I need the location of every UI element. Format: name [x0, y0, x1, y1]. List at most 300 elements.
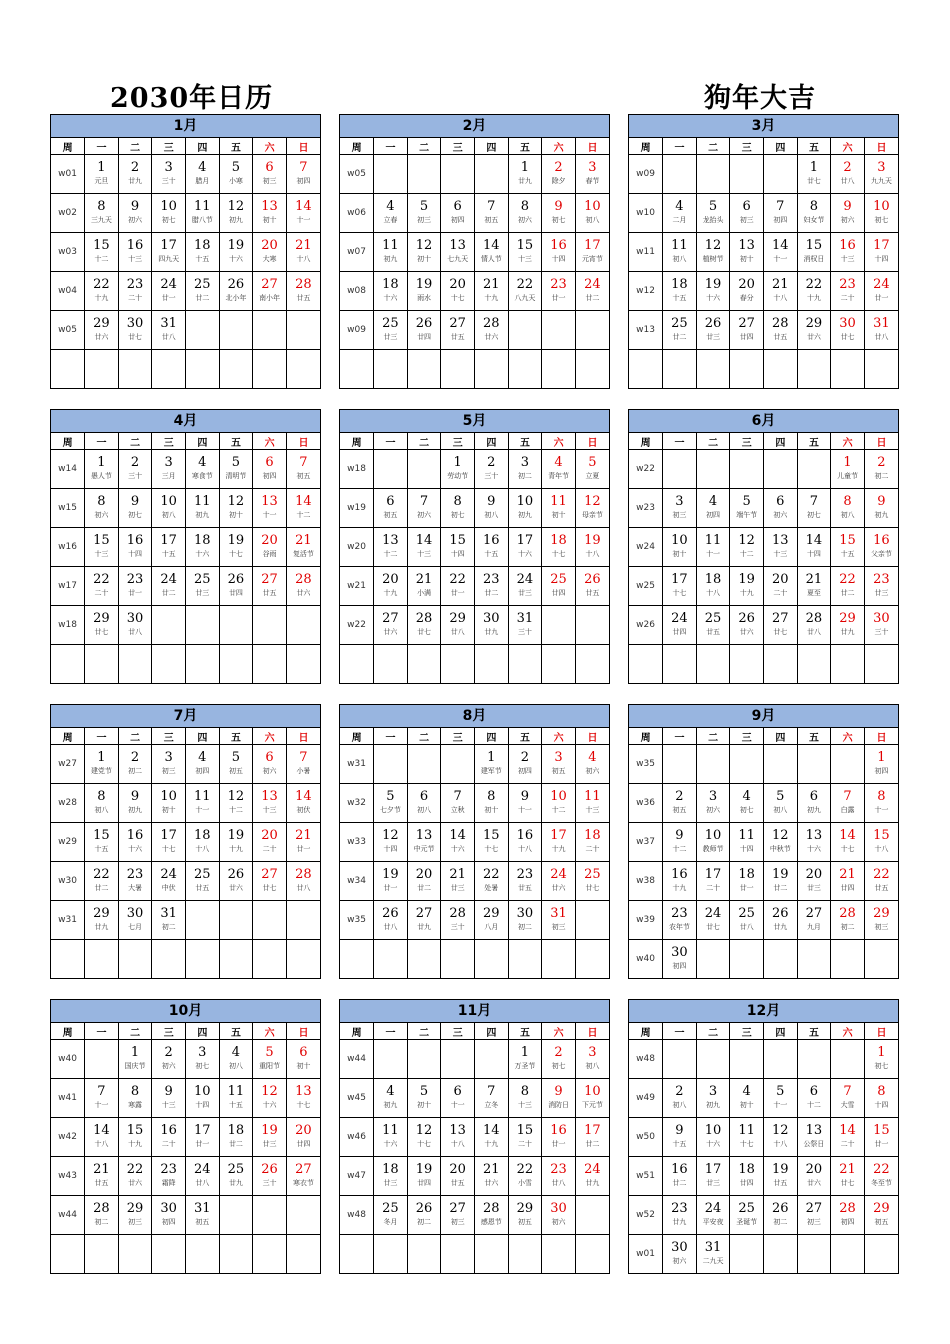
- lunar-label: 三月: [161, 472, 176, 480]
- day-cell: [85, 450, 119, 489]
- day-cell: [407, 1157, 441, 1196]
- day-cell: [253, 1157, 287, 1196]
- day-number: 12: [772, 828, 789, 843]
- day-number: 21: [805, 572, 823, 587]
- day-number: 6: [386, 494, 395, 509]
- day-cell: [286, 155, 320, 194]
- week-number: w52: [629, 1196, 663, 1235]
- lunar-label: 初八: [417, 806, 432, 814]
- week-row: [51, 1040, 320, 1079]
- lunar-label: 廿三: [383, 1179, 398, 1187]
- lunar-label: 初四: [450, 216, 465, 224]
- day-cell: [831, 155, 865, 194]
- weekday-header: 日: [286, 728, 320, 745]
- month-calendar: [50, 999, 321, 1274]
- week-number: w01: [51, 155, 85, 194]
- day-cell: [475, 272, 509, 311]
- month-table: [51, 728, 320, 978]
- day-number: 14: [295, 199, 312, 214]
- day-number: 25: [550, 572, 567, 587]
- day-number: 7: [419, 494, 429, 509]
- week-number: w17: [51, 567, 85, 606]
- lunar-label: 廿三: [874, 589, 889, 597]
- day-cell: [797, 567, 831, 606]
- day-number: 31: [160, 906, 177, 921]
- week-row: [51, 1118, 320, 1157]
- empty-cell: [186, 901, 220, 940]
- day-cell: [219, 784, 253, 823]
- day-number: 27: [805, 1201, 823, 1216]
- day-number: 3: [164, 455, 173, 470]
- day-cell: [542, 528, 576, 567]
- day-cell: [730, 901, 764, 940]
- day-cell: [542, 1196, 576, 1235]
- empty-cell: [575, 1196, 609, 1235]
- day-number: 1: [97, 455, 106, 470]
- day-number: 18: [584, 828, 601, 843]
- day-cell: [475, 567, 509, 606]
- week-number: w09: [629, 155, 663, 194]
- week-row: [51, 350, 320, 389]
- lunar-label: 十五: [672, 294, 687, 302]
- lunar-label: 廿三: [383, 333, 398, 341]
- week-number: w39: [629, 901, 663, 940]
- week-number: w30: [51, 862, 85, 901]
- weekday-header: 五: [797, 728, 831, 745]
- week-number: w35: [629, 745, 663, 784]
- week-row: [340, 1196, 609, 1235]
- empty-cell: [764, 1235, 798, 1274]
- day-cell: [764, 901, 798, 940]
- weekday-header: 日: [575, 138, 609, 155]
- day-cell: [730, 606, 764, 645]
- day-cell: [286, 450, 320, 489]
- week-row: [51, 606, 320, 645]
- day-cell: [152, 272, 186, 311]
- day-number: 18: [738, 1162, 755, 1177]
- day-number: 19: [227, 238, 245, 253]
- week-number: [51, 645, 85, 684]
- day-cell: [186, 1040, 220, 1079]
- day-cell: [253, 567, 287, 606]
- lunar-label: 处暑: [484, 884, 499, 892]
- lunar-label: 廿八: [874, 333, 889, 341]
- day-number: 30: [483, 611, 500, 626]
- empty-cell: [575, 311, 609, 350]
- day-number: 19: [261, 1123, 278, 1138]
- day-cell: [542, 489, 576, 528]
- lunar-label: 小雪: [517, 1179, 532, 1187]
- lunar-label: 儿童节: [837, 472, 859, 480]
- lunar-label: 寒食节: [191, 472, 213, 480]
- day-cell: [253, 1040, 287, 1079]
- day-number: 11: [194, 494, 211, 509]
- day-cell: [575, 1157, 609, 1196]
- empty-cell: [374, 940, 408, 979]
- lunar-label: 十五: [484, 550, 499, 558]
- lunar-label: 小满: [417, 589, 432, 597]
- day-cell: [253, 528, 287, 567]
- weekday-header: 二: [696, 728, 730, 745]
- lunar-label: 廿六: [228, 884, 243, 892]
- day-number: 10: [160, 789, 177, 804]
- lunar-label: 廿六: [551, 884, 566, 892]
- day-number: 29: [93, 906, 110, 921]
- day-cell: [831, 1157, 865, 1196]
- day-number: 20: [261, 533, 278, 548]
- day-cell: [186, 1157, 220, 1196]
- week-row: [51, 823, 320, 862]
- lunar-label: 廿一: [296, 845, 311, 853]
- lunar-label: 十四: [551, 255, 566, 263]
- day-cell: [864, 450, 898, 489]
- day-cell: [831, 311, 865, 350]
- weekday-header: 一: [85, 138, 119, 155]
- lunar-label: 廿九: [417, 923, 432, 931]
- lunar-label: 十六: [806, 845, 821, 853]
- day-number: 22: [873, 1162, 890, 1177]
- lunar-label: 大雪: [840, 1101, 855, 1109]
- day-cell: [219, 1079, 253, 1118]
- lunar-label: 廿二: [195, 294, 210, 302]
- day-number: 9: [554, 199, 563, 214]
- day-cell: [374, 784, 408, 823]
- day-cell: [542, 1118, 576, 1157]
- weekday-header: 三: [152, 433, 186, 450]
- day-number: 20: [449, 277, 466, 292]
- week-number: [51, 940, 85, 979]
- week-number: [629, 645, 663, 684]
- day-number: 20: [382, 572, 399, 587]
- lunar-label: 初七: [450, 511, 465, 519]
- day-cell: [508, 450, 542, 489]
- day-cell: [253, 155, 287, 194]
- day-number: 22: [516, 277, 534, 292]
- day-cell: [575, 1040, 609, 1079]
- weekday-header: 六: [253, 138, 287, 155]
- day-cell: [441, 606, 475, 645]
- day-cell: [253, 862, 287, 901]
- lunar-label: 廿八: [551, 1179, 566, 1187]
- lunar-label: 初八: [585, 216, 600, 224]
- day-number: 21: [839, 867, 856, 882]
- day-cell: [407, 901, 441, 940]
- day-number: 4: [198, 160, 207, 175]
- lunar-label: 初六: [161, 1062, 176, 1070]
- day-number: 24: [550, 867, 567, 882]
- week-row: [629, 311, 898, 350]
- empty-cell: [575, 350, 609, 389]
- month-title: 5月: [340, 410, 609, 433]
- day-number: 1: [487, 750, 496, 765]
- lunar-label: 初二: [773, 1218, 788, 1226]
- empty-cell: [253, 350, 287, 389]
- lunar-label: 廿五: [262, 589, 277, 597]
- weekday-header: 三: [441, 433, 475, 450]
- day-number: 2: [130, 455, 140, 470]
- day-cell: [152, 1040, 186, 1079]
- day-number: 14: [839, 828, 856, 843]
- day-cell: [186, 450, 220, 489]
- week-row: [51, 1157, 320, 1196]
- day-cell: [286, 862, 320, 901]
- day-number: 17: [704, 1162, 722, 1177]
- empty-cell: [219, 901, 253, 940]
- day-cell: [864, 862, 898, 901]
- day-cell: [542, 1079, 576, 1118]
- empty-cell: [186, 940, 220, 979]
- day-number: 30: [160, 1201, 177, 1216]
- day-number: 28: [839, 1201, 856, 1216]
- day-cell: [575, 862, 609, 901]
- lunar-label: 夏至: [806, 589, 821, 597]
- weekday-header: 五: [508, 433, 542, 450]
- day-number: 28: [772, 316, 789, 331]
- lunar-label: 初十: [672, 550, 687, 558]
- day-cell: [475, 489, 509, 528]
- lunar-label: 十六: [228, 255, 243, 263]
- lunar-label: 初四: [296, 177, 311, 185]
- empty-cell: [118, 645, 152, 684]
- day-cell: [575, 489, 609, 528]
- week-row: [51, 901, 320, 940]
- week-row: [629, 272, 898, 311]
- lunar-label: 初九: [706, 1101, 721, 1109]
- day-number: 30: [671, 945, 688, 960]
- day-number: 8: [520, 1084, 530, 1099]
- lunar-label: 十七: [739, 1140, 754, 1148]
- day-cell: [797, 194, 831, 233]
- empty-cell: [764, 745, 798, 784]
- lunar-label: 廿三: [517, 589, 532, 597]
- day-number: 1: [130, 1045, 140, 1060]
- day-number: 16: [671, 1162, 688, 1177]
- day-cell: [219, 233, 253, 272]
- lunar-label: 除夕: [551, 177, 566, 185]
- day-number: 18: [550, 533, 567, 548]
- weekday-header: 周: [629, 433, 663, 450]
- month-calendar: [339, 704, 610, 979]
- empty-cell: [730, 940, 764, 979]
- day-cell: [663, 1235, 697, 1274]
- day-cell: [374, 489, 408, 528]
- lunar-label: 十五: [840, 550, 855, 558]
- day-number: 24: [584, 1162, 601, 1177]
- day-number: 11: [704, 533, 722, 548]
- week-row: [51, 311, 320, 350]
- day-cell: [663, 528, 697, 567]
- day-cell: [575, 1118, 609, 1157]
- day-cell: [186, 784, 220, 823]
- day-cell: [508, 1118, 542, 1157]
- lunar-label: 十九: [551, 845, 566, 853]
- day-number: 21: [772, 277, 789, 292]
- empty-cell: [407, 645, 441, 684]
- day-cell: [575, 784, 609, 823]
- day-number: 15: [516, 1123, 534, 1138]
- day-number: 22: [483, 867, 500, 882]
- day-cell: [797, 1079, 831, 1118]
- day-number: 3: [708, 789, 718, 804]
- weekday-header: 六: [831, 728, 865, 745]
- day-cell: [696, 194, 730, 233]
- day-number: 9: [164, 1084, 173, 1099]
- week-row: [340, 784, 609, 823]
- lunar-label: 廿八: [450, 628, 465, 636]
- weekday-header: 五: [797, 433, 831, 450]
- lunar-label: 廿七: [773, 628, 788, 636]
- day-cell: [764, 606, 798, 645]
- day-number: 30: [126, 611, 144, 626]
- week-number: w18: [51, 606, 85, 645]
- lunar-label: 初八: [585, 1062, 600, 1070]
- weekday-header-row: [340, 1023, 609, 1040]
- day-cell: [186, 823, 220, 862]
- empty-cell: [407, 450, 441, 489]
- day-number: 15: [873, 828, 890, 843]
- day-cell: [508, 155, 542, 194]
- lunar-label: 十四: [450, 550, 465, 558]
- day-number: 20: [415, 867, 433, 882]
- day-number: 19: [772, 867, 789, 882]
- weekday-header: 四: [764, 728, 798, 745]
- day-cell: [186, 567, 220, 606]
- lunar-label: 初二: [161, 923, 176, 931]
- day-cell: [253, 450, 287, 489]
- lunar-label: 廿八: [195, 1179, 210, 1187]
- day-number: 1: [520, 160, 530, 175]
- weekday-header: 六: [253, 1023, 287, 1040]
- lunar-label: 十八: [706, 589, 721, 597]
- week-row: [340, 1118, 609, 1157]
- day-cell: [118, 862, 152, 901]
- day-number: 4: [675, 199, 684, 214]
- lunar-label: 廿一: [128, 589, 143, 597]
- day-cell: [152, 489, 186, 528]
- day-number: 19: [415, 1162, 433, 1177]
- empty-cell: [286, 901, 320, 940]
- lunar-label: 初三: [417, 216, 432, 224]
- day-cell: [663, 1196, 697, 1235]
- week-row: [629, 155, 898, 194]
- lunar-label: 廿六: [739, 628, 754, 636]
- week-row: [629, 1235, 898, 1274]
- week-row: [629, 1157, 898, 1196]
- day-cell: [441, 901, 475, 940]
- week-number: w44: [51, 1196, 85, 1235]
- day-number: 18: [194, 828, 211, 843]
- day-cell: [542, 194, 576, 233]
- day-number: 7: [453, 789, 462, 804]
- weekday-header-row: [629, 728, 898, 745]
- lunar-label: 立夏: [585, 472, 600, 480]
- lunar-label: 十六: [450, 845, 465, 853]
- day-number: 7: [487, 1084, 496, 1099]
- day-cell: [441, 862, 475, 901]
- day-number: 17: [550, 828, 567, 843]
- lunar-label: 十八: [585, 550, 600, 558]
- weekday-header: 六: [542, 138, 576, 155]
- day-number: 16: [126, 533, 144, 548]
- empty-cell: [542, 606, 576, 645]
- lunar-label: 初八: [161, 511, 176, 519]
- day-number: 28: [93, 1201, 110, 1216]
- empty-cell: [441, 155, 475, 194]
- day-number: 10: [160, 199, 177, 214]
- lunar-label: 母亲节: [581, 511, 603, 519]
- day-cell: [441, 489, 475, 528]
- lunar-label: 冬月: [383, 1218, 398, 1226]
- empty-cell: [475, 1235, 509, 1274]
- day-number: 17: [160, 238, 177, 253]
- empty-cell: [730, 1235, 764, 1274]
- day-cell: [219, 528, 253, 567]
- day-cell: [864, 155, 898, 194]
- week-row: [629, 862, 898, 901]
- day-cell: [152, 745, 186, 784]
- day-number: 22: [93, 867, 110, 882]
- empty-cell: [696, 745, 730, 784]
- empty-cell: [730, 450, 764, 489]
- day-cell: [407, 784, 441, 823]
- week-row: [340, 528, 609, 567]
- day-number: 14: [449, 828, 466, 843]
- day-cell: [831, 272, 865, 311]
- empty-cell: [441, 1040, 475, 1079]
- day-number: 20: [261, 828, 278, 843]
- lunar-label: 廿一: [551, 294, 566, 302]
- week-number: w22: [340, 606, 374, 645]
- day-number: 4: [708, 494, 718, 509]
- empty-cell: [831, 940, 865, 979]
- empty-cell: [374, 350, 408, 389]
- day-cell: [542, 1040, 576, 1079]
- empty-cell: [797, 450, 831, 489]
- day-cell: [286, 567, 320, 606]
- weekday-header: 二: [118, 138, 152, 155]
- lunar-label: 十九: [806, 294, 821, 302]
- week-number: w19: [340, 489, 374, 528]
- lunar-label: 初五: [874, 1218, 889, 1226]
- lunar-label: 初五: [383, 511, 398, 519]
- lunar-label: 十六: [383, 294, 398, 302]
- day-cell: [475, 1157, 509, 1196]
- day-cell: [508, 823, 542, 862]
- day-cell: [542, 901, 576, 940]
- week-number: w14: [51, 450, 85, 489]
- day-cell: [508, 745, 542, 784]
- empty-cell: [186, 645, 220, 684]
- lunar-label: 十五: [195, 255, 210, 263]
- empty-cell: [663, 350, 697, 389]
- lunar-label: 十三: [517, 1101, 532, 1109]
- empty-cell: [864, 645, 898, 684]
- day-cell: [730, 784, 764, 823]
- month-table: [51, 138, 320, 388]
- week-row: [51, 745, 320, 784]
- weekday-header: 二: [696, 433, 730, 450]
- week-row: [51, 233, 320, 272]
- weekday-header-row: [51, 433, 320, 450]
- weekday-header: 六: [253, 728, 287, 745]
- week-number: w21: [340, 567, 374, 606]
- week-number: w02: [51, 194, 85, 233]
- day-cell: [663, 1118, 697, 1157]
- day-cell: [286, 272, 320, 311]
- day-number: 11: [671, 238, 688, 253]
- empty-cell: [475, 1040, 509, 1079]
- month-calendar: [50, 409, 321, 684]
